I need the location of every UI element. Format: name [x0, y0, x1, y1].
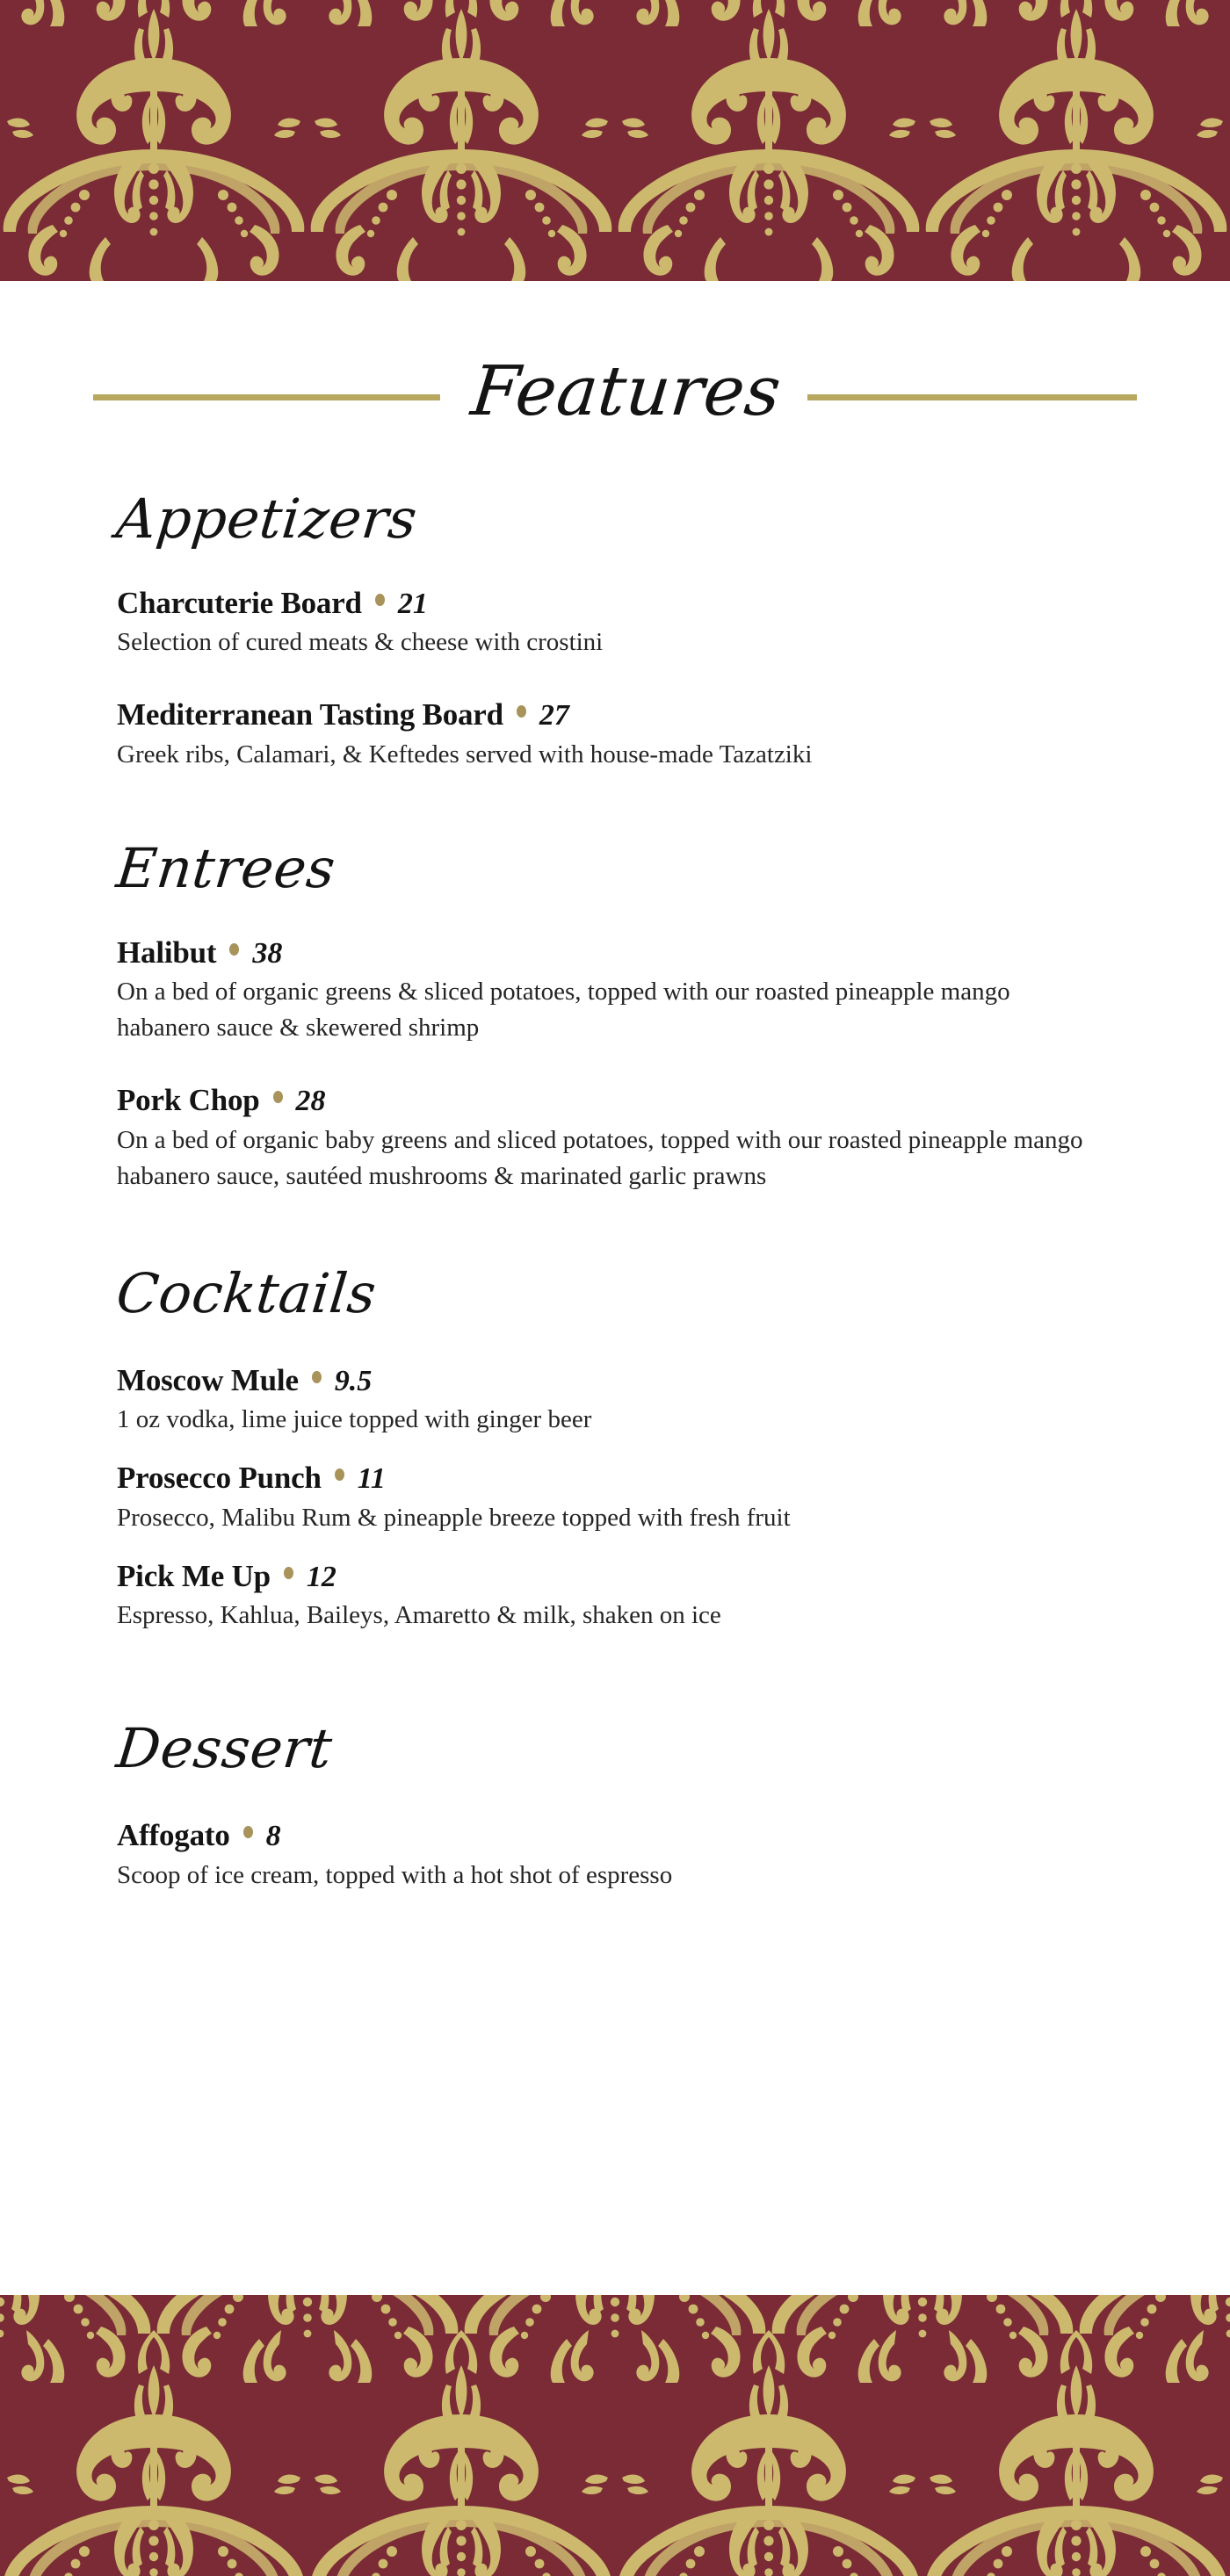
menu-item-price: 21: [397, 588, 428, 620]
menu-item-name: Charcuterie Board: [117, 586, 362, 620]
gold-rule-left: [93, 394, 440, 400]
menu-item-head: [117, 935, 1118, 971]
menu-item-name: Mediterranean Tasting Board: [117, 697, 503, 732]
section-heading-appetizers: Appetizers: [113, 487, 421, 551]
spacer: [117, 660, 1118, 697]
menu-item-price: 27: [539, 699, 569, 732]
menu-item-price: 9.5: [334, 1365, 373, 1398]
menu-item-name: Prosecco Punch: [117, 1461, 322, 1496]
menu-item-head: [117, 586, 1118, 621]
menu-item-price: 12: [306, 1560, 336, 1593]
spacer: [117, 1536, 1118, 1559]
menu-item-name: Pick Me Up: [117, 1558, 271, 1593]
page-title: Features: [467, 352, 785, 431]
section-cocktails: [113, 1194, 1118, 1634]
menu-item: [117, 1083, 1118, 1194]
bullet-separator-icon: [229, 943, 239, 956]
bullet-separator-icon: [284, 1567, 293, 1579]
section-heading-dessert: Dessert: [113, 1716, 336, 1781]
top-damask-band: [0, 0, 1230, 281]
menu-item-description: Scoop of ice cream, topped with a hot shot of espresso: [117, 1860, 673, 1889]
menu-item-head: [117, 1559, 1118, 1594]
menu-item-head: [117, 1818, 1118, 1853]
menu-item-name: Halibut: [117, 934, 217, 970]
menu-item-head: [117, 1363, 1118, 1398]
menu-item-price: 28: [295, 1085, 326, 1118]
damask-pattern-bottom: [0, 2295, 1230, 2576]
bullet-separator-icon: [375, 594, 385, 606]
menu-item-head: [117, 1083, 1118, 1118]
menu-item: [117, 935, 1118, 1047]
bullet-separator-icon: [517, 705, 526, 718]
menu-item-price: 11: [357, 1462, 386, 1496]
masthead: [0, 344, 1230, 450]
menu-item-name: Moscow Mule: [117, 1363, 299, 1398]
menu-item-description: Prosecco, Malibu Rum & pineapple breeze topped with fresh fruit: [117, 1503, 791, 1532]
menu-item: [117, 586, 1118, 660]
menu-item: [117, 1559, 1118, 1634]
bullet-separator-icon: [312, 1371, 322, 1383]
section-appetizers: [113, 487, 1118, 773]
menu-item: [117, 1461, 1118, 1535]
bullet-separator-icon: [243, 1826, 253, 1838]
menu-item-description: Greek ribs, Calamari, & Keftedes served with house-made Tazatziki: [117, 740, 813, 768]
section-heading-entrees: Entrees: [113, 835, 339, 900]
section-dessert: [113, 1634, 1118, 1893]
menu-item-description: Selection of cured meats & cheese with crostini: [117, 628, 604, 657]
gold-rule-right: [807, 394, 1137, 400]
bullet-separator-icon: [335, 1468, 344, 1481]
menu-item-head: [117, 1461, 1118, 1496]
menu-item-description: On a bed of organic greens & sliced potatoes, topped with our roasted pineapple mango habanero sauce & skewered shrimp: [117, 978, 1010, 1043]
menu-item: [117, 697, 1118, 772]
menu-item-head: [117, 697, 1118, 732]
bottom-damask-band: [0, 2295, 1230, 2576]
spacer: [117, 1438, 1118, 1461]
menu-item-price: 38: [252, 936, 283, 970]
menu-item-name: Pork Chop: [117, 1083, 260, 1118]
section-heading-cocktails: Cocktails: [113, 1261, 380, 1326]
menu-item-description: 1 oz vodka, lime juice topped with ginger beer: [117, 1405, 592, 1434]
menu-item-description: On a bed of organic baby greens and sliced potatoes, topped with our roasted pineapple mango habanero sauce, sautéed mushrooms & marinated garlic prawns: [117, 1125, 1083, 1190]
spacer: [117, 1046, 1118, 1083]
menu-item-name: Affogato: [117, 1818, 230, 1853]
menu-content: [113, 487, 1118, 1894]
menu-item: [117, 1818, 1118, 1893]
menu-item: [117, 1363, 1118, 1438]
bullet-separator-icon: [273, 1091, 283, 1103]
damask-pattern-top: [0, 0, 1230, 281]
menu-item-description: Espresso, Kahlua, Baileys, Amaretto & milk, shaken on ice: [117, 1601, 721, 1630]
menu-item-price: 8: [265, 1820, 281, 1853]
section-entrees: [113, 773, 1118, 1194]
